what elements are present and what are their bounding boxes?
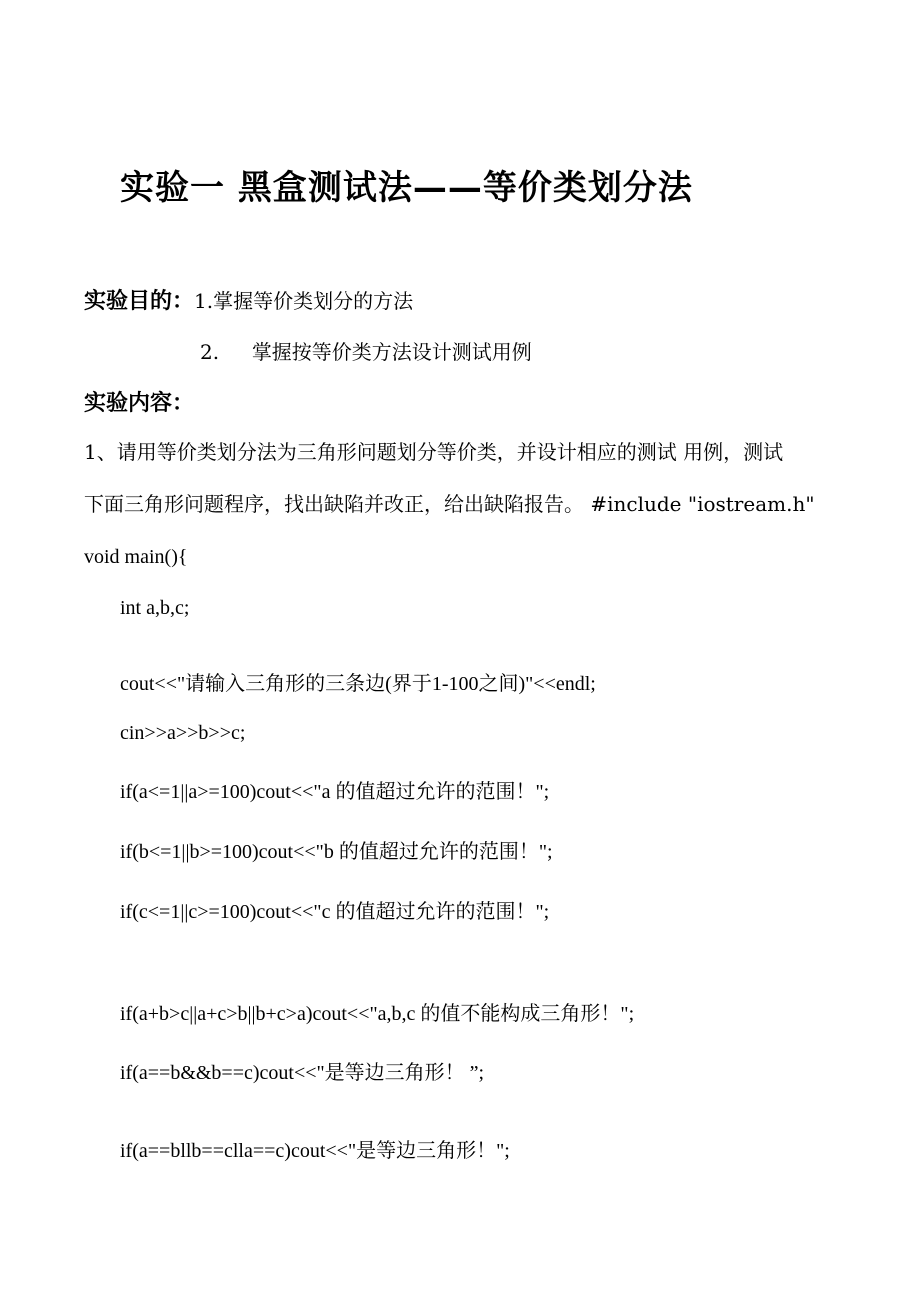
- code-line: if(b<=1||b>=100)cout<<"b 的值超过允许的范围！";: [120, 841, 553, 863]
- objective-label: 实验目的：: [84, 289, 195, 314]
- task-description-line-1: 1、请用等价类划分法为三角形问题划分等价类，并设计相应的测试 用例，测试: [84, 440, 784, 464]
- code-line: int a,b,c;: [120, 597, 190, 619]
- code-line: if(a<=1||a>=100)cout<<"a 的值超过允许的范围！";: [120, 781, 550, 803]
- content-label: 实验内容：: [84, 391, 195, 416]
- code-line: if(c<=1||c>=100)cout<<"c 的值超过允许的范围！";: [120, 901, 550, 923]
- code-line: cout<<"请输入三角形的三条边(界于1-100之间)"<<endl;: [120, 673, 596, 695]
- objective-item-2-row: [200, 336, 532, 365]
- code-line: cin>>a>>b>>c;: [120, 722, 246, 744]
- code-line: if(a==b&&b==c)cout<<"是等边三角形！ ”;: [120, 1062, 485, 1084]
- code-line: if(a+b>c||a+c>b||b+c>a)cout<<"a,b,c 的值不能构成三角形！";: [120, 1003, 635, 1025]
- task-description-line-2: 下面三角形问题程序，找出缺陷并改正，给出缺陷报告。 #include "iostream.h": [84, 492, 815, 516]
- code-line: void main(){: [84, 546, 188, 568]
- objective-item-1: 1.掌握等价类划分的方法: [194, 289, 414, 313]
- objective-item-2-text: 掌握按等价类方法设计测试用例: [251, 340, 532, 364]
- document-title: 实验一 黑盒测试法——等价类划分法: [120, 168, 693, 208]
- code-line: if(a==bllb==clla==c)cout<<"是等边三角形！";: [120, 1140, 510, 1162]
- objective-row: [84, 284, 413, 315]
- objective-item-2-number: 2.: [200, 340, 220, 364]
